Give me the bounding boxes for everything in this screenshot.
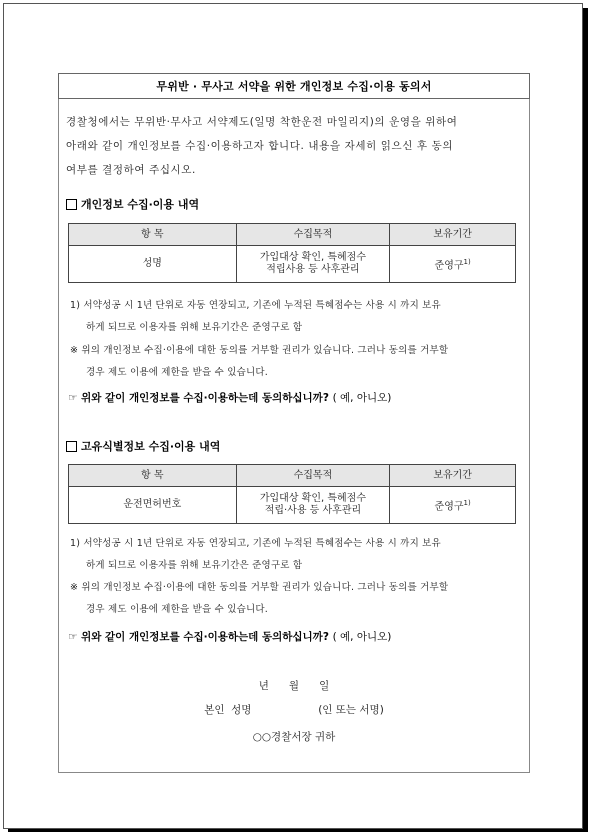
table-header-purpose: 수집목적	[236, 224, 390, 246]
intro-line-2: 아래와 같이 개인정보를 수집·이용하고자 합니다. 내용을 자세히 읽으신 후 동의	[66, 140, 454, 152]
table-header-retention: 보유기간	[390, 224, 516, 246]
purpose-line-2: 적립·사용 등 사후관리	[264, 505, 362, 516]
form-frame	[58, 73, 530, 773]
consent-answer-options[interactable]: ( 예, 아니오)	[332, 392, 392, 404]
notice-line-1: ※ 위의 개인정보 수집·이용에 대한 동의를 거부할 권리가 있습니다. 그러나 동의를 거부할	[70, 345, 449, 356]
page-shadow-right	[583, 8, 588, 831]
consent-question-2	[68, 629, 391, 644]
table-cell-purpose	[236, 487, 390, 524]
notice-line-2: 경우 제도 이용에 제한을 받을 수 있습니다.	[86, 367, 268, 378]
consent-question-text: ☞ 위와 같이 개인정보를 수집·이용하는데 동의하십니까?	[68, 392, 329, 404]
table-cell-retention	[390, 246, 516, 283]
intro-line-3: 여부를 결정하여 주십시오.	[66, 164, 196, 176]
purpose-line-1: 가입대상 확인, 특혜점수	[259, 493, 366, 504]
table-header-item: 항 목	[69, 465, 237, 487]
checkbox-icon	[66, 441, 77, 452]
table-cell-item: 운전면허번호	[69, 487, 237, 524]
section-heading-text: 고유식별정보 수집·이용 내역	[81, 440, 221, 453]
date-line: 년 월 일	[258, 680, 330, 692]
table-cell-item: 성명	[69, 246, 237, 283]
purpose-line-1: 가입대상 확인, 특혜점수	[259, 252, 366, 263]
form-title: 무위반 · 무사고 서약을 위한 개인정보 수집·이용 동의서	[58, 73, 530, 99]
table-header-item: 항 목	[69, 224, 237, 246]
footnote-mark: 1)	[463, 498, 471, 507]
consent-question-text: ☞ 위와 같이 개인정보를 수집·이용하는데 동의하십니까?	[68, 631, 329, 643]
addressee: ○○경찰서장 귀하	[252, 731, 336, 743]
checkbox-icon	[66, 199, 77, 210]
intro-line-1: 경찰청에서는 무위반·무사고 서약제도(일명 착한운전 마일리지)의 운영을 위하여	[66, 116, 458, 128]
section-heading-unique-id	[66, 438, 220, 454]
consent-answer-options[interactable]: ( 예, 아니오)	[332, 631, 392, 643]
section-heading-personal-info	[66, 196, 199, 212]
footnote-mark: 1)	[463, 257, 471, 266]
page-shadow-bottom	[8, 829, 588, 832]
table-header-purpose: 수집목적	[236, 465, 390, 487]
consent-question-1	[68, 390, 391, 405]
table-cell-retention	[390, 487, 516, 524]
table-cell-purpose	[236, 246, 390, 283]
retention-value: 준영구	[434, 260, 464, 272]
retention-value: 준영구	[434, 501, 464, 513]
section-heading-text: 개인정보 수집·이용 내역	[81, 198, 200, 211]
footnote-line-2: 하게 되므로 이용자를 위해 보유기간은 준영구로 함	[86, 322, 303, 333]
unique-id-table	[68, 464, 516, 524]
purpose-line-2: 적립사용 등 사후관리	[266, 264, 360, 275]
table-header-retention: 보유기간	[390, 465, 516, 487]
footnote-line-2: 하게 되므로 이용자를 위해 보유기간은 준영구로 함	[86, 560, 303, 571]
personal-info-table	[68, 223, 516, 283]
notice-line-1: ※ 위의 개인정보 수집·이용에 대한 동의를 거부할 권리가 있습니다. 그러나 동의를 거부할	[70, 582, 449, 593]
signature-line: 본인 성명 (인 또는 서명)	[204, 704, 384, 716]
footnote-line-1: 1) 서약성공 시 1년 단위로 자동 연장되고, 기존에 누적된 특혜점수는 사용 시 까지 보유	[70, 538, 441, 549]
footnote-line-1: 1) 서약성공 시 1년 단위로 자동 연장되고, 기존에 누적된 특혜점수는 사용 시 까지 보유	[70, 300, 441, 311]
notice-line-2: 경우 제도 이용에 제한을 받을 수 있습니다.	[86, 604, 268, 615]
